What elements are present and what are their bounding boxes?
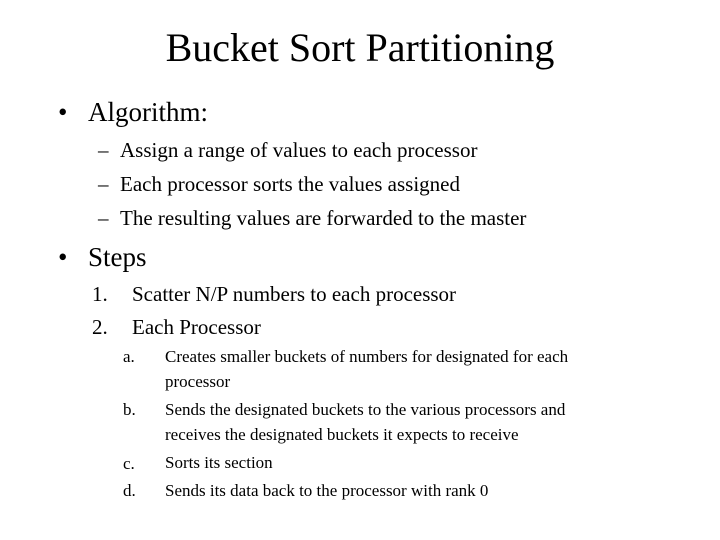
step-number: 2. <box>92 315 108 339</box>
algorithm-item: Assign a range of values to each processor <box>120 138 478 162</box>
substep-line: Creates smaller buckets of numbers for designated for each <box>165 347 569 366</box>
substep-letter: c. <box>123 454 135 473</box>
step-text: Scatter N/P numbers to each processor <box>132 282 457 306</box>
substep-letter: a. <box>123 347 135 366</box>
step-number: 1. <box>92 282 108 306</box>
dash-marker: – <box>98 172 109 196</box>
dash-marker: – <box>98 138 109 162</box>
slide-title: Bucket Sort Partitioning <box>165 25 555 70</box>
bullet-steps: Steps <box>88 242 147 272</box>
substep-line: Sends the designated buckets to the various processors and <box>165 400 566 419</box>
substep-letter: d. <box>123 481 136 500</box>
substep-line: Sends its data back to the processor with rank 0 <box>165 481 489 500</box>
bullet-marker: • <box>58 242 68 272</box>
substep-line: Sorts its section <box>165 453 273 472</box>
algorithm-item: Each processor sorts the values assigned <box>120 172 460 196</box>
algorithm-item: The resulting values are forwarded to the master <box>120 206 527 230</box>
bullet-algorithm: Algorithm: <box>88 97 208 127</box>
substep-letter: b. <box>123 400 136 419</box>
step-text: Each Processor <box>132 315 261 339</box>
dash-marker: – <box>98 206 109 230</box>
substep-line: processor <box>165 372 231 391</box>
substep-line: receives the designated buckets it expects to receive <box>165 425 519 444</box>
bullet-marker: • <box>58 97 68 127</box>
